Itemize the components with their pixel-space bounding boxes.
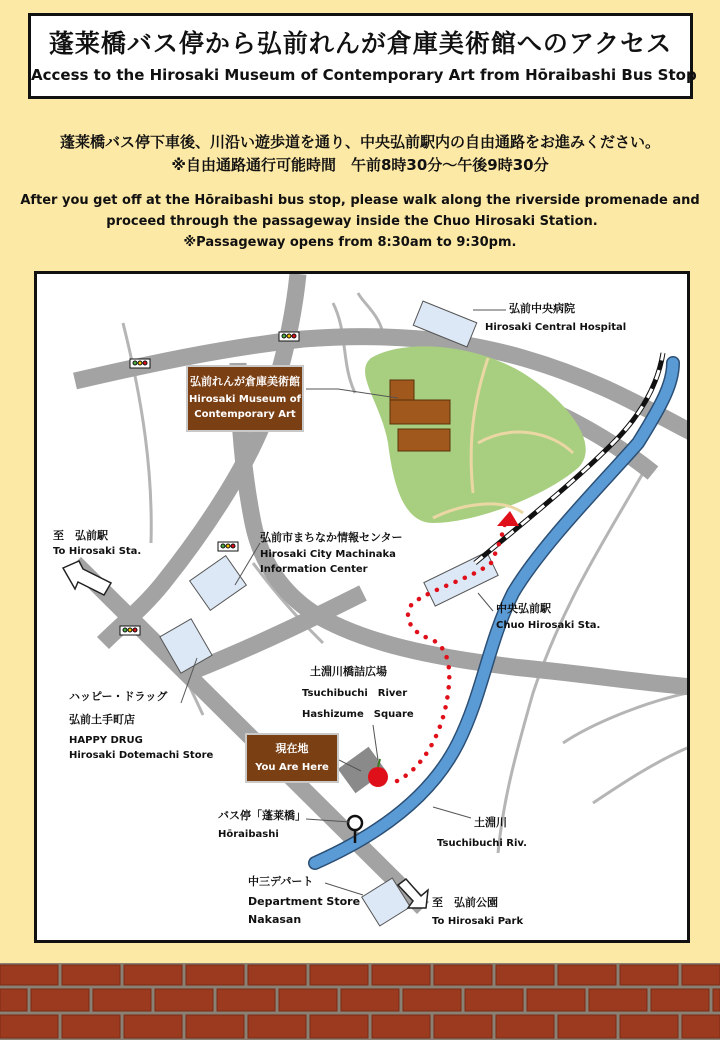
square-name-ja: 土淵川橋詰広場 <box>310 665 387 678</box>
square-name-en-1: Tsuchibuchi River <box>302 688 408 699</box>
map-drawing <box>37 274 687 940</box>
hirosaki-sta-label-ja: 至 弘前駅 <box>53 529 108 542</box>
info-center-name-en-1: Hirosaki City Machinaka <box>260 549 396 560</box>
page-title: 蓬莱橋バス停から弘前れんが倉庫美術館へのアクセス <box>48 29 673 58</box>
bus-stop-name-en: Hōraibashi <box>218 829 279 840</box>
park-direction-ja: 至 弘前公園 <box>432 896 498 909</box>
you-are-here-ja: 現在地 <box>275 742 309 755</box>
museum-name-en-2: Contemporary Art <box>194 409 296 420</box>
museum-name-ja: 弘前れんが倉庫美術館 <box>190 375 300 388</box>
notice-en-line2: proceed through the passageway inside the Chuo Hirosaki Station. <box>106 214 598 229</box>
bus-stop-name-ja: バス停「蓬莱橋」 <box>218 809 306 822</box>
notice-ja-line1: 蓬莱橋バス停下車後、川沿い遊歩道を通り、中央弘前駅内の自由通路をお進みください。 <box>59 133 660 151</box>
info-center-name-ja: 弘前市まちなか情報センター <box>260 531 403 544</box>
title-banner <box>28 13 697 99</box>
river-name-ja: 土淵川 <box>474 816 507 829</box>
museum-name-en-1: Hirosaki Museum of <box>189 394 301 405</box>
access-map <box>34 271 690 943</box>
drugstore-name-en-1: HAPPY DRUG <box>69 735 143 746</box>
notice-en-line3: ※Passageway opens from 8:30am to 9:30pm. <box>183 235 517 250</box>
hospital-name-en: Hirosaki Central Hospital <box>485 322 627 333</box>
chuo-station-name-en: Chuo Hirosaki Sta. <box>496 620 601 631</box>
river-name-en: Tsuchibuchi Riv. <box>437 838 527 849</box>
you-are-here-label <box>245 733 339 783</box>
nakasan-name-en-1: Department Store <box>248 895 361 908</box>
route-arrow <box>497 511 519 526</box>
drugstore-name-ja-1: ハッピー・ドラッグ <box>69 690 168 703</box>
square-name-en-2: Hashizume Square <box>302 709 414 720</box>
drugstore-name-en-2: Hirosaki Dotemachi Store <box>69 750 214 761</box>
page-subtitle: Access to the Hirosaki Museum of Contemporary Art from Hōraibashi Bus Stop <box>31 66 697 84</box>
notice-ja-line2: ※自由通路通行可能時間 午前8時30分～午後9時30分 <box>171 156 549 174</box>
drugstore-name-ja-2: 弘前土手町店 <box>69 713 135 726</box>
park-direction-en: To Hirosaki Park <box>432 916 524 927</box>
hirosaki-sta-label-en: To Hirosaki Sta. <box>53 546 142 557</box>
you-are-here-en: You Are Here <box>255 762 329 773</box>
museum-label <box>186 365 304 432</box>
brick-wall <box>0 963 720 1040</box>
nakasan-name-ja: 中三デパート <box>248 875 314 888</box>
notice-en-line1: After you get off at the Hōraibashi bus stop, please walk along the riverside promenade and <box>20 193 700 208</box>
info-center-name-en-2: Information Center <box>260 564 368 575</box>
nakasan-name-en-2: Nakasan <box>248 913 302 926</box>
hospital-name-ja: 弘前中央病院 <box>509 302 575 315</box>
chuo-station-name-ja: 中央弘前駅 <box>496 602 551 615</box>
